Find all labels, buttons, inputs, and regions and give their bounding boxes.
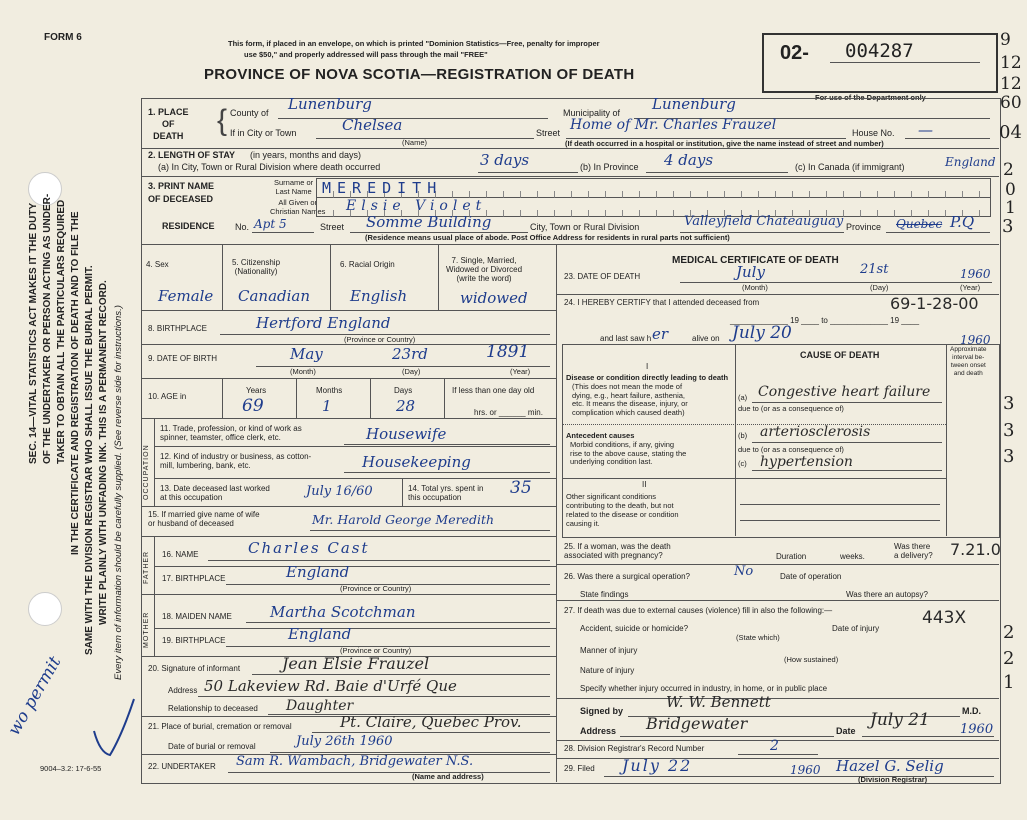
sign-address-value: Bridgewater	[646, 714, 748, 733]
other-conditions-label: Other significant conditions contributing to the death, but not related to the disease or condition causing it.	[566, 492, 679, 528]
residence-street-value: Somme Building	[366, 213, 492, 231]
surgical-value: No	[734, 564, 754, 579]
alive-on-value: July 20	[732, 323, 792, 343]
delivery-code: 7.21.0	[950, 540, 1001, 559]
stay-city-label: (a) In City, Town or Rural Division where death occurred	[158, 162, 381, 172]
street-value: Home of Mr. Charles Frauzel	[570, 117, 777, 133]
father-name-value: Charles Cast	[248, 539, 370, 557]
house-no-value: —	[918, 121, 933, 139]
residence-province-value: P.Q	[950, 213, 975, 231]
margin-note: wo permit	[4, 653, 66, 739]
form-title: PROVINCE OF NOVA SCOTIA—REGISTRATION OF DEATH	[204, 66, 635, 83]
alive-year-value: 1960	[960, 333, 991, 347]
record-number-value: 2	[770, 738, 779, 754]
margin-code: 2	[1003, 648, 1015, 669]
burial-place-value: Pt. Claire, Quebec Prov.	[340, 713, 522, 731]
dob-year-value: 1891	[486, 342, 530, 362]
death-month-value: July	[736, 263, 765, 281]
stay-province-label: (b) In Province	[580, 162, 639, 172]
residence-city-value: Valleyfield Chateauguay	[684, 214, 844, 229]
mother-maiden-value: Martha Scotchman	[270, 603, 416, 621]
margin-check-mark	[88, 695, 138, 760]
death-registration-form: FORM 6 This form, if placed in an envelope, on which is printed "Dominion Statistics—Free, penalty for improper use $50," and properly addressed will pass through the mail "FREE" PROVINCE OF NOVA SCOTIA—REGISTRATION OF DEATH 02- 004287 For use of the Department only SEC. 14—VITAL STATISTICS ACT MAKES IT THE DUTY OF THE UNDERTAKER OR PERSON ACTING AS UNDER- TAKER TO OBTAIN ALL THE PARTICULARS REQUIRED IN THE CERTIFICATE AND REGISTRATION OF DEATH AND TO FILE THE SAME WITH THE DIVISION REGISTRAR WHO SHALL ISSUE THE BURIAL PERMIT. WRITE PLAINLY WITH UNFADING INK. THIS IS A PERMANENT RECORD. Every item of information should be carefully supplied. (See reverse side for instructions.) wo permit 9 12 12 60 04 2 0 1 3 3 3 3 2 2 1 1. PLACE OF DEATH { County of Lunenburg Municipality of Lunenburg If in City or Town Chelsea (Name) Street Home of Mr. Charles Frauzel House No. — (If death occurred in a hospital or institution, give the name instead of street and number) 2. LENGTH OF STAY (in years, months and days) (a) In City, Town or Rural Division where death occurred 3 days (b) In Province 4 days (c) In Canada (if immigrant) England 3. PRINT NAME OF DECEASED Surname or Last Name All Given or Christian Names MEREDITH Elsie Violet RESIDENCE No. Apt 5 Street Somme Building City, Town or Rural Division Valleyfield Chateauguay Province Quebec P.Q (Residence means usual place of abode. Post Office Address for residents in rural parts not sufficient) 4. Sex 5. Citizenship (Nationality) 6. Racial Origin 7. Single, Married, Widowed or Divorced (write the word) Female Canadian English widowed 8. BIRTHPLACE Hertford England (Province or Country) 9. DATE OF BIRTH May 23rd 1891 (Month) (Day) (Year) 10. AGE in Years Months Days If less than one day old hrs. or ______ min. 69 1 28 OCCUPATION 11. Trade, profession, or kind of work as spinner, teamster, office clerk, etc. Housewife 12. Kind of industry or business, as cotton- mill, lumbering, bank, etc. Housekeeping 13. Date deceased last worked at this occupation July 16/60 14. Total yrs. spent in this occupation 35 15. If married give name of wife or husband of deceased Mr. Harold George Meredith FATHER 16. NAME Charles Cast 17. BIRTHPLACE England (Province or Country) MOTHER 18. MAIDEN NAME Martha Scotchman 19. BIRTHPLACE England (Province or Country) 20. Signature of informant Jean Elsie Frauzel Address 50 Lakeview Rd. Baie d'Urfé Que Relationship to deceased Daughter 21. Place of burial, cremation or removal Pt. Claire, Quebec Prov. Date of burial or removal July 26th 1960 22. UNDERTAKER Sam R. Wambach, Bridgewater N.S. (Name and address) 9004–3.2: 17-6-55 MEDICAL CERTIFICATE OF DEATH 23. DATE OF DEATH July 21st 1960 (Month) (Day) (Year) 24. I HEREBY CERTIFY that I attended deceased from 69-1-28-00 _____________ 19 ____ to _____________ 19 ____ and last saw h er alive on July 20 1960 CAUSE OF DEATH Approximate interval be- tween onset and death I Disease or condition directly leading to death (This does not mean the mode of dying, e.g., heart failure, asthenia, etc. It means the disease, injury, or complication which caused death) (a) Congestive heart failure due to (or as a consequence of) Antecedent causes Morbid conditions, if any, giving rise to the above cause, stating the underlying condition last. (b) arteriosclerosis due to (or as a consequence of) (c) hypertension II Other significant conditions contributing to the death, but not related to the disease or condition causing it. 25. If a woman, was the death associated with pregnancy? Duration weeks. Was there a delivery? 7.21.0 26. Was there a surgical operation? No Date of operation State findings Was there an autopsy? 27. If death was due to external causes (violence) fill in also the following:— Accident, suicide or homicide? (State which) Date of injury 443X Manner of injury (How sustained) Nature of injury Specify whether injury occurred in industry, in home, or in public place Signed by W. W. Bennett M.D. Address Bridgewater Date July 21 1960 28. Division Registrar's Record Number 2 29. Filed July 22 1960 Hazel G. Selig (Division Registrar)	[0, 0, 1027, 820]
father-side-label: FATHER	[143, 550, 150, 584]
sex-value: Female	[158, 287, 214, 305]
filed-date-value: July 22	[622, 756, 693, 775]
antecedent-label: Antecedent causes	[566, 431, 635, 440]
filed-label: 29. Filed	[564, 764, 595, 773]
age-days-value: 28	[396, 397, 416, 415]
last-saw-label: and last saw h	[600, 334, 652, 343]
registrar-signature: Hazel G. Selig	[836, 757, 944, 775]
industry-label: 12. Kind of industry or business, as cotton- mill, lumbering, bank, etc.	[160, 452, 312, 470]
mailing-notice-2: use $50," and properly addressed will pass through the mail "FREE"	[244, 50, 488, 59]
citizenship-value: Canadian	[238, 287, 311, 305]
approx-interval-label: Approximate interval be- tween onset and death	[950, 346, 987, 377]
stay-canada-label: (c) In Canada (if immigrant)	[795, 162, 905, 172]
cause-title: CAUSE OF DEATH	[800, 350, 880, 360]
dob-day-value: 23rd	[392, 345, 428, 363]
sign-date-value: July 21	[870, 710, 930, 730]
age-years-value: 69	[242, 396, 264, 416]
given-names-label: All Given or Christian Names	[270, 198, 326, 216]
margin-code: 12	[1000, 53, 1022, 73]
age-label: 10. AGE in	[148, 392, 187, 401]
margin-code: 12	[1000, 74, 1022, 94]
burial-place-label: 21. Place of burial, cremation or removal	[148, 722, 292, 731]
mother-side-label: MOTHER	[143, 611, 150, 648]
racial-value: English	[350, 287, 408, 305]
margin-code: 3	[1003, 446, 1015, 467]
marital-label: 7. Single, Married, Widowed or Divorced (write the word)	[446, 256, 523, 283]
specify-label: Specify whether injury occurred in industry, in home, or in public place	[580, 684, 828, 693]
spouse-value: Mr. Harold George Meredith	[312, 512, 495, 527]
city-town-value: Chelsea	[342, 116, 403, 134]
margin-code: 2	[1003, 622, 1015, 643]
injury-code: 443X	[922, 608, 967, 628]
municipality-value: Lunenburg	[652, 95, 736, 113]
statute-text-1: SEC. 14—VITAL STATISTICS ACT MAKES IT THE DUTY	[28, 202, 39, 464]
print-name-label: 3. PRINT NAME OF DECEASED	[148, 181, 215, 204]
sex-label: 4. Sex	[146, 260, 169, 269]
mother-birthplace-value: England	[288, 625, 352, 643]
filed-year-value: 1960	[790, 763, 821, 777]
age-months-value: 1	[322, 397, 332, 415]
relationship-value: Daughter	[286, 698, 354, 714]
margin-code: 3	[1002, 216, 1014, 237]
father-birthplace-label: 17. BIRTHPLACE	[162, 574, 226, 583]
undertaker-value: Sam R. Wambach, Bridgewater N.S.	[236, 754, 474, 769]
county-value: Lunenburg	[288, 95, 372, 113]
stay-canada-value: England	[945, 155, 996, 169]
margin-code: 1	[1003, 672, 1015, 693]
pregnancy-label: 25. If a woman, was the death associated with pregnancy?	[564, 542, 671, 560]
dob-month-value: May	[290, 345, 323, 363]
cause-b-value: arteriosclerosis	[760, 424, 871, 440]
attended-from-value: 69-1-28-00	[890, 294, 979, 313]
statute-text-5: SAME WITH THE DIVISION REGISTRAR WHO SHALL ISSUE THE BURIAL PERMIT.	[84, 265, 95, 655]
margin-code: 0	[1005, 180, 1016, 200]
last-saw-suffix: er	[652, 325, 669, 343]
registration-prefix: 02-	[780, 42, 809, 64]
disease-label: Disease or condition directly leading to death	[566, 373, 729, 382]
surname-label: Surname or Last Name	[274, 178, 314, 196]
medical-title: MEDICAL CERTIFICATE OF DEATH	[672, 255, 839, 266]
department-use-label: For use of the Department only	[815, 93, 926, 102]
cause-c-value: hypertension	[760, 454, 853, 470]
margin-code: 60	[1000, 93, 1022, 113]
residence-no-value: Apt 5	[254, 217, 287, 231]
date-of-death-label: 23. DATE OF DEATH	[564, 272, 641, 281]
house-no-label: House No.	[852, 128, 895, 138]
undertaker-label: 22. UNDERTAKER	[148, 762, 216, 771]
margin-code: 9	[1000, 30, 1011, 50]
binder-hole-bottom	[28, 592, 62, 626]
external-causes-label: 27. If death was due to external causes (violence) fill in also the following:—	[564, 606, 833, 615]
length-of-stay-label: 2. LENGTH OF STAY	[148, 150, 236, 160]
sign-year-value: 1960	[960, 722, 994, 737]
father-name-label: 16. NAME	[162, 550, 199, 559]
informant-value: Jean Elsie Frauzel	[282, 654, 430, 673]
record-number-label: 28. Division Registrar's Record Number	[564, 744, 705, 753]
last-worked-label: 13. Date deceased last worked at this occupation	[160, 484, 270, 502]
birthplace-value: Hertford England	[256, 314, 391, 332]
form-number: FORM 6	[44, 32, 82, 43]
margin-code: 3	[1003, 393, 1015, 414]
certify-label: 24. I HEREBY CERTIFY that I attended deceased from	[564, 298, 760, 307]
residence-province-struck: Quebec	[896, 217, 943, 231]
mother-maiden-label: 18. MAIDEN NAME	[162, 612, 232, 621]
occupation-side-label: OCCUPATION	[143, 444, 150, 500]
death-year-value: 1960	[960, 267, 991, 281]
municipality-label: Municipality of	[563, 108, 621, 118]
statute-text-2: OF THE UNDERTAKER OR PERSON ACTING AS UNDER-	[42, 193, 53, 464]
citizenship-label: 5. Citizenship (Nationality)	[232, 258, 281, 276]
racial-label: 6. Racial Origin	[340, 260, 395, 269]
margin-code: 3	[1003, 420, 1015, 441]
mother-birthplace-label: 19. BIRTHPLACE	[162, 636, 226, 645]
signed-by-value: W. W. Bennett	[666, 693, 771, 711]
cause-a-value: Congestive heart failure	[758, 384, 931, 400]
surgical-label: 26. Was there a surgical operation?	[564, 572, 690, 581]
last-worked-value: July 16/60	[306, 484, 373, 499]
informant-label: 20. Signature of informant	[148, 664, 241, 673]
mailing-notice-1: This form, if placed in an envelope, on which is printed "Dominion Statistics—Free, penalty for improper	[228, 39, 600, 48]
street-label: Street	[536, 128, 561, 138]
signed-by-label: Signed by	[580, 706, 624, 716]
trade-value: Housewife	[366, 425, 447, 443]
trade-label: 11. Trade, profession, or kind of work as spinner, teamster, office clerk, etc.	[160, 424, 302, 442]
surname-value: MEREDITH	[322, 179, 443, 197]
form-code: 9004–3.2: 17-6-55	[40, 764, 102, 773]
statute-text-3: TAKER TO OBTAIN ALL THE PARTICULARS REQUIRED	[56, 199, 67, 464]
total-years-label: 14. Total yrs. spent in this occupation	[408, 484, 484, 502]
statute-text-7: Every item of information should be carefully supplied. (See reverse side for instructions.)	[113, 305, 124, 680]
stay-city-value: 3 days	[480, 151, 530, 169]
registration-number: 004287	[845, 40, 914, 62]
sign-address-label: Address	[580, 726, 617, 736]
total-years-value: 35	[510, 478, 532, 498]
county-label: County of	[230, 108, 269, 118]
margin-code: 2	[1003, 160, 1014, 180]
burial-date-value: July 26th 1960	[296, 734, 393, 749]
stay-province-value: 4 days	[664, 151, 714, 169]
place-of-death-label: 1. PLACE OF DEATH	[148, 107, 189, 141]
city-town-label: If in City or Town	[230, 128, 297, 138]
statute-text-4: IN THE CERTIFICATE AND REGISTRATION OF DEATH AND TO FILE THE	[70, 211, 81, 555]
death-day-value: 21st	[860, 262, 889, 277]
dob-label: 9. DATE OF BIRTH	[148, 354, 218, 363]
residence-label: RESIDENCE	[162, 221, 215, 231]
given-names-value: Elsie Violet	[346, 198, 487, 214]
institution-note: (If death occurred in a hospital or institution, give the name instead of street and number)	[565, 139, 884, 148]
margin-code: 1	[1005, 198, 1016, 218]
birthplace-label: 8. BIRTHPLACE	[148, 324, 207, 333]
spouse-label: 15. If married give name of wife or husband of deceased	[148, 510, 260, 528]
statute-text-6: WRITE PLAINLY WITH UNFADING INK. THIS IS A PERMANENT RECORD.	[98, 280, 109, 625]
informant-address-value: 50 Lakeview Rd. Baie d'Urfé Que	[204, 677, 457, 695]
industry-value: Housekeeping	[362, 453, 471, 471]
margin-code: 04	[999, 122, 1022, 143]
father-birthplace-value: England	[286, 563, 350, 581]
marital-value: widowed	[460, 289, 528, 307]
